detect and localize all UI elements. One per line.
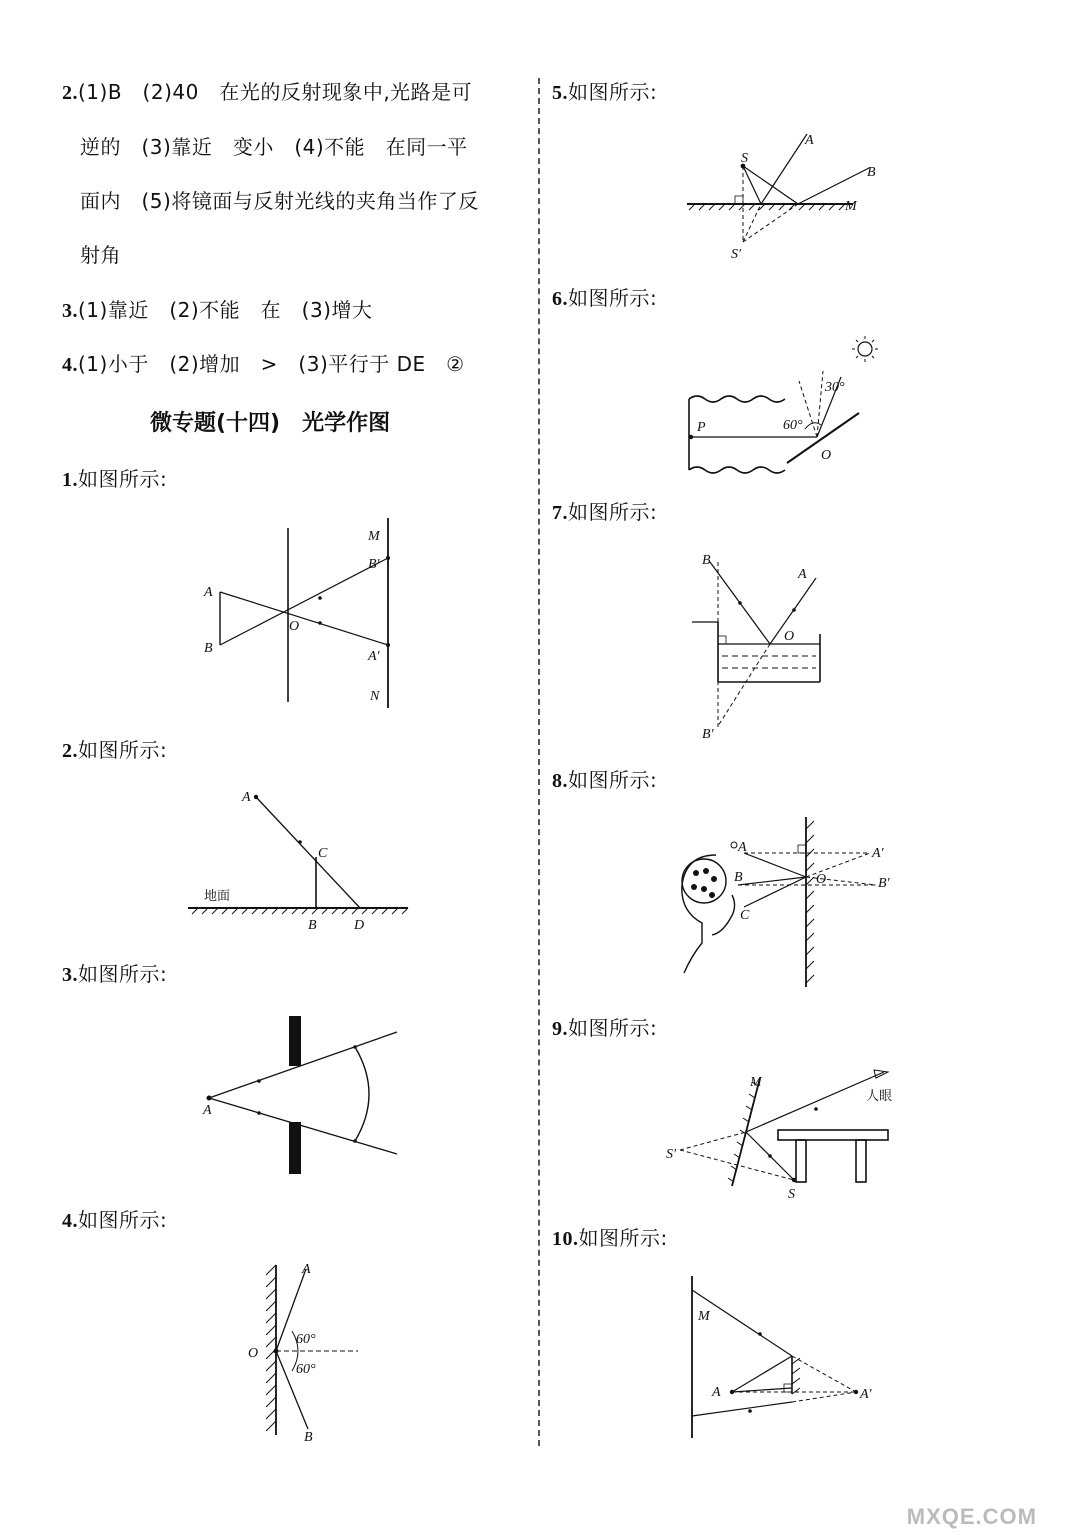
item-9-label: 9.如图所示: bbox=[552, 1016, 658, 1040]
answer-2-line-1: 2.(1)B (2)40 在光的反射现象中,光路是可 bbox=[62, 80, 473, 104]
svg-text:A: A bbox=[203, 1103, 212, 1118]
svg-text:B: B bbox=[308, 918, 317, 933]
item-4-label: 4.如图所示: bbox=[62, 1208, 168, 1232]
figure-6 bbox=[683, 335, 883, 480]
svg-text:S′: S′ bbox=[666, 1147, 677, 1162]
item-7-label: 7.如图所示: bbox=[552, 500, 658, 524]
svg-text:C: C bbox=[740, 908, 750, 923]
svg-text:B: B bbox=[867, 165, 876, 180]
svg-text:M: M bbox=[845, 199, 857, 214]
figure-4 bbox=[240, 1255, 370, 1445]
item-8-label: 8.如图所示: bbox=[552, 768, 658, 792]
svg-text:P: P bbox=[697, 420, 706, 435]
svg-text:60°: 60° bbox=[296, 1362, 316, 1377]
svg-text:A: A bbox=[805, 133, 814, 148]
figure-9 bbox=[666, 1062, 916, 1207]
svg-text:O: O bbox=[289, 619, 300, 634]
figure-5 bbox=[683, 126, 876, 266]
answer-2-line-2: 逆的 (3)靠近 变小 (4)不能 在同一平 bbox=[80, 135, 468, 159]
section-title: 微专题(十四) 光学作图 bbox=[150, 411, 391, 436]
svg-text:B: B bbox=[204, 641, 213, 656]
answer-2-line-3: 面内 (5)将镜面与反射光线的夹角当作了反 bbox=[80, 189, 479, 213]
svg-text:A′: A′ bbox=[368, 649, 380, 664]
item-10-label: 10.如图所示: bbox=[552, 1226, 668, 1250]
item-5-label: 5.如图所示: bbox=[552, 80, 658, 104]
svg-text:B: B bbox=[702, 553, 711, 568]
figure-1 bbox=[190, 510, 420, 720]
figure-3 bbox=[195, 1010, 405, 1180]
svg-text:60°: 60° bbox=[783, 418, 803, 433]
svg-text:B: B bbox=[304, 1430, 313, 1445]
svg-text:人眼: 人眼 bbox=[866, 1089, 893, 1104]
svg-text:S: S bbox=[788, 1187, 795, 1202]
svg-text:A: A bbox=[798, 567, 807, 582]
svg-text:B′: B′ bbox=[878, 876, 890, 891]
svg-text:M: M bbox=[368, 529, 380, 544]
svg-text:O: O bbox=[816, 872, 827, 887]
svg-text:O: O bbox=[248, 1346, 259, 1361]
figure-8 bbox=[672, 815, 897, 990]
svg-text:A′: A′ bbox=[860, 1387, 872, 1402]
svg-text:B′: B′ bbox=[368, 557, 380, 572]
item-3-label: 3.如图所示: bbox=[62, 962, 168, 986]
svg-text:60°: 60° bbox=[296, 1332, 316, 1347]
figure-2 bbox=[188, 785, 413, 935]
svg-text:M: M bbox=[698, 1309, 710, 1324]
svg-text:A: A bbox=[302, 1262, 311, 1277]
svg-text:A: A bbox=[242, 790, 251, 805]
svg-text:A: A bbox=[738, 840, 747, 855]
item-6-label: 6.如图所示: bbox=[552, 286, 658, 310]
answer-2-number: 2. bbox=[62, 82, 78, 104]
column-divider bbox=[538, 78, 540, 1446]
svg-text:地面: 地面 bbox=[204, 889, 231, 904]
svg-text:A: A bbox=[204, 585, 213, 600]
svg-text:D: D bbox=[354, 918, 365, 933]
svg-text:C: C bbox=[318, 846, 328, 861]
svg-text:S′: S′ bbox=[731, 247, 742, 262]
answer-4: 4.(1)小于 (2)增加 > (3)平行于 DE ② bbox=[62, 352, 465, 376]
svg-text:B: B bbox=[734, 870, 743, 885]
svg-text:M: M bbox=[750, 1075, 762, 1090]
answer-3: 3.(1)靠近 (2)不能 在 (3)增大 bbox=[62, 298, 373, 322]
watermark: MXQE.COM bbox=[906, 1504, 1037, 1529]
svg-text:30°: 30° bbox=[825, 380, 845, 395]
item-1-label: 1.如图所示: bbox=[62, 467, 168, 491]
svg-text:S: S bbox=[741, 151, 748, 166]
figure-10 bbox=[688, 1272, 888, 1442]
svg-text:A: A bbox=[712, 1385, 721, 1400]
answer-2-line-4: 射角 bbox=[80, 243, 121, 267]
figure-7 bbox=[688, 548, 838, 743]
svg-text:B′: B′ bbox=[702, 727, 714, 742]
item-2-label: 2.如图所示: bbox=[62, 738, 168, 762]
svg-text:O: O bbox=[784, 629, 795, 644]
svg-text:O: O bbox=[821, 448, 832, 463]
svg-text:N: N bbox=[370, 689, 380, 704]
svg-text:A′: A′ bbox=[872, 846, 884, 861]
